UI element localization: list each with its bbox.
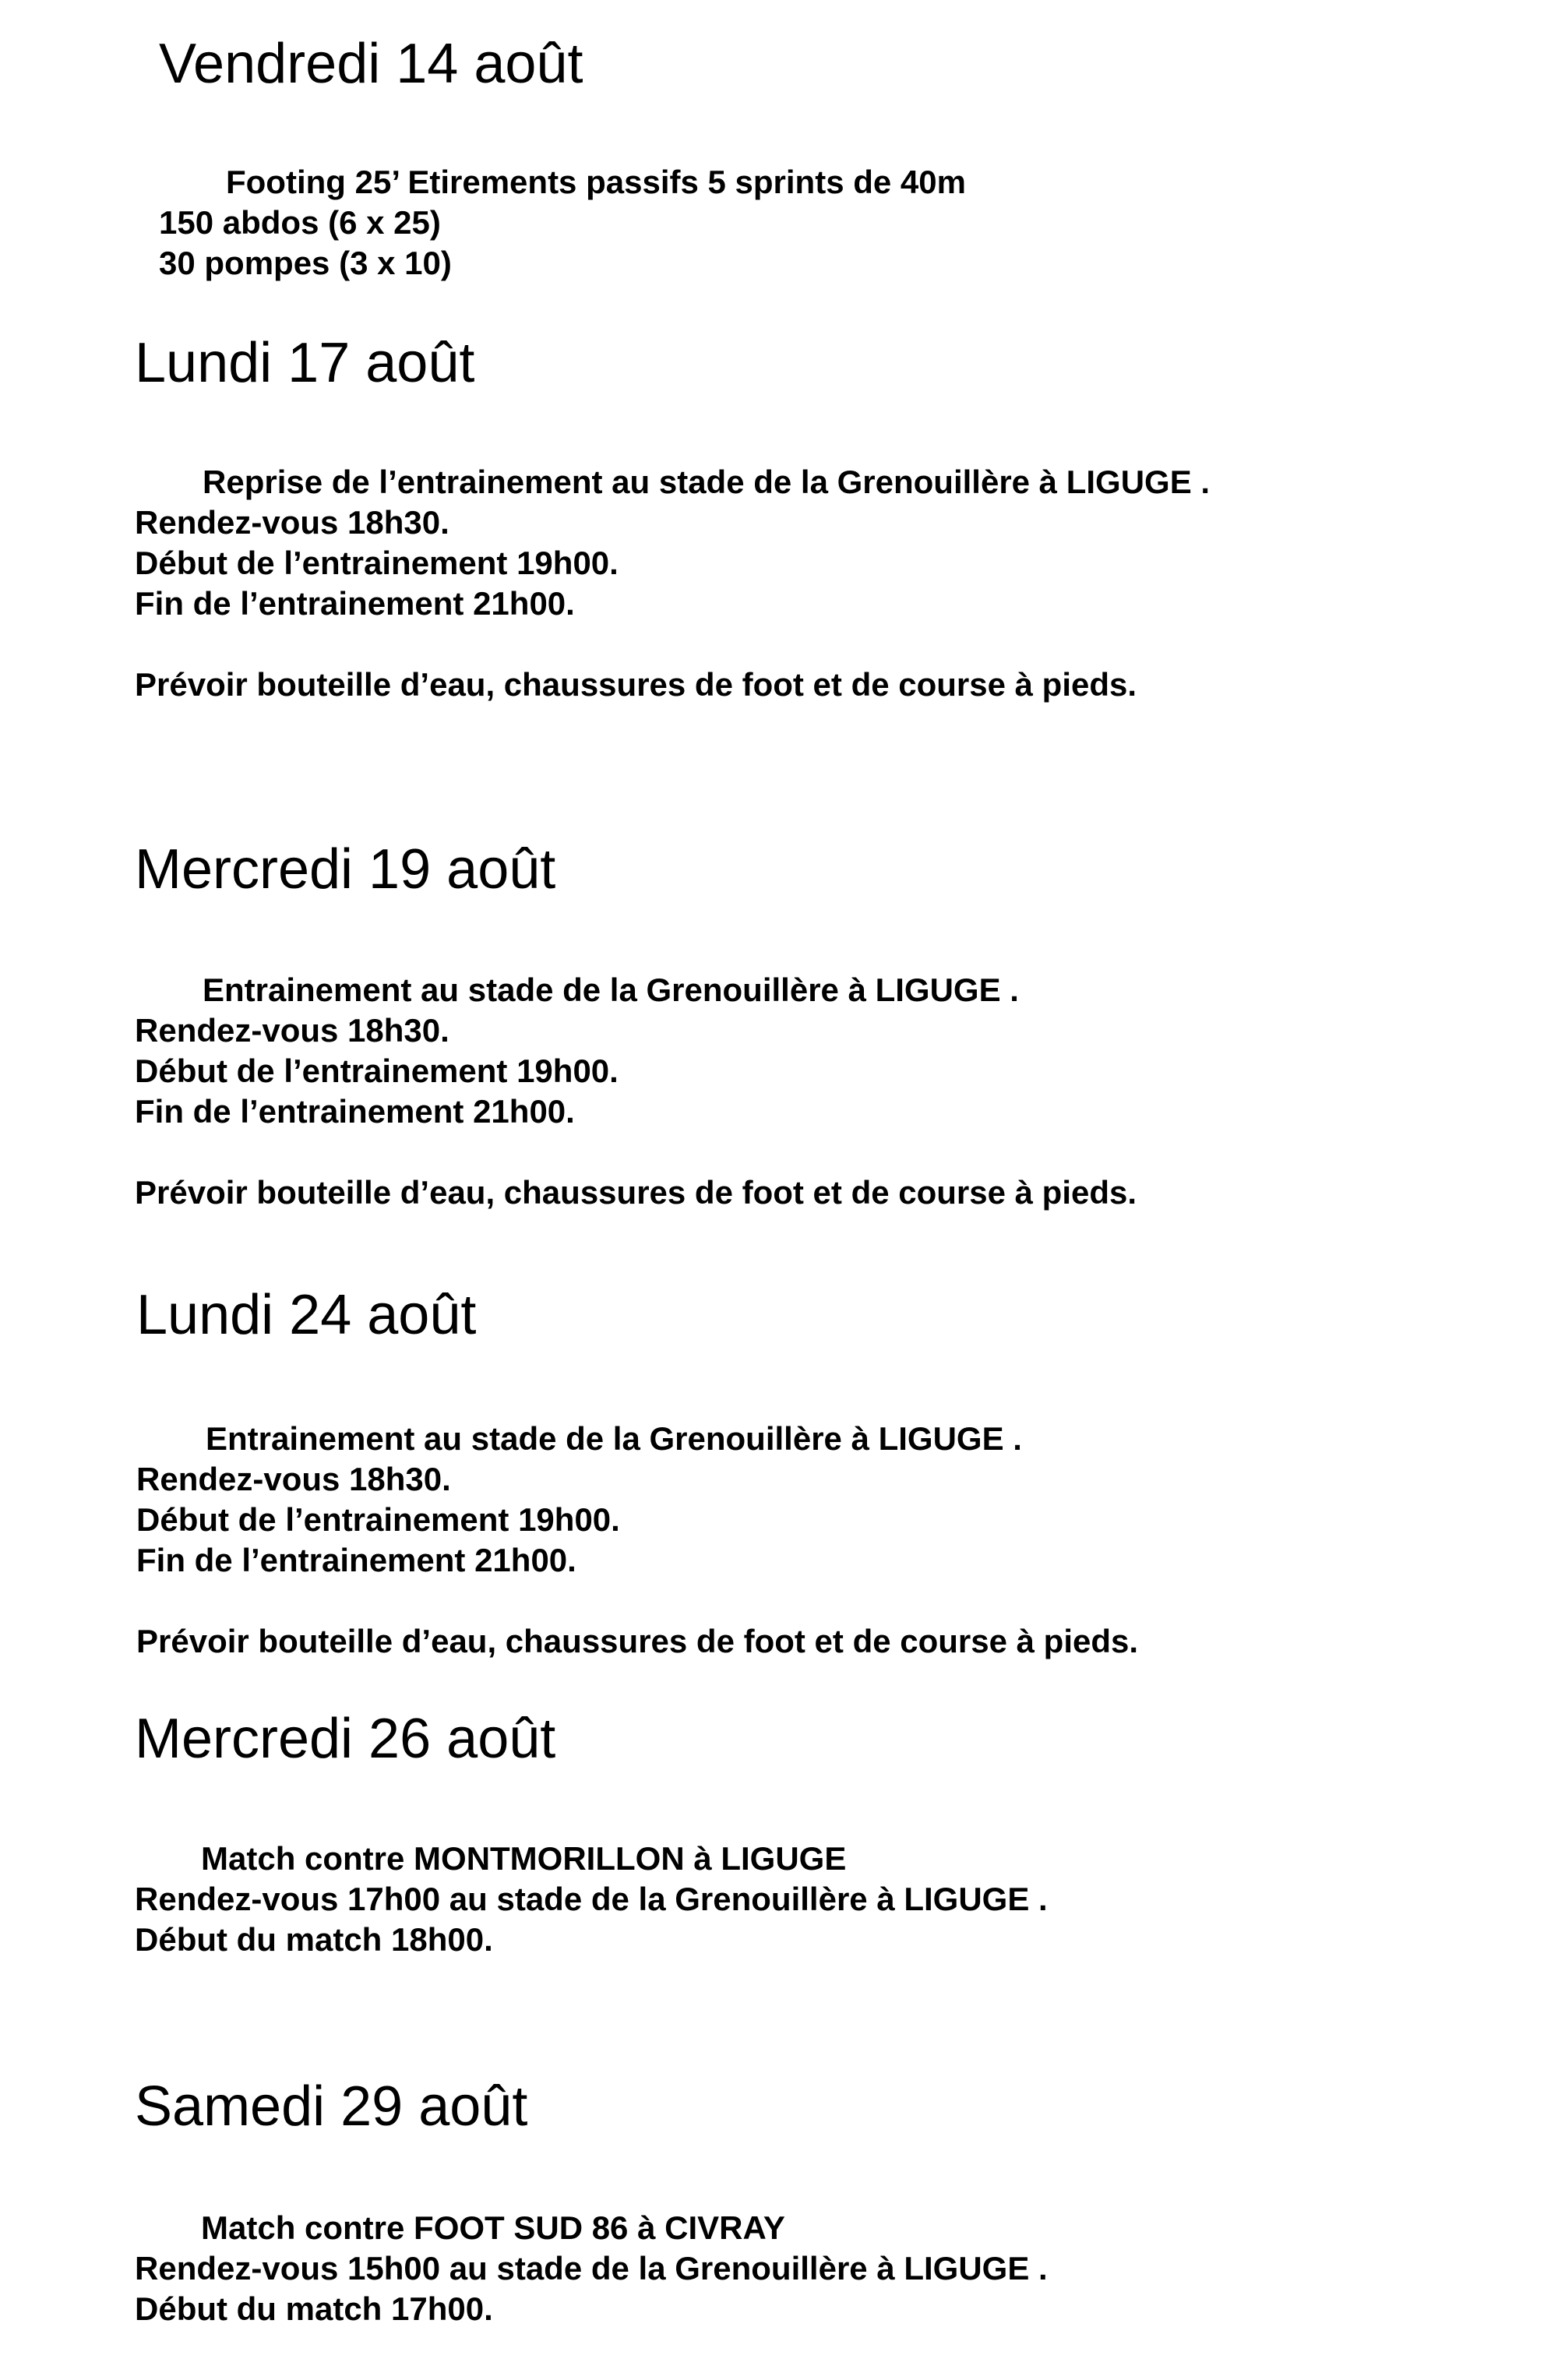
schedule-line: Prévoir bouteille d’eau, chaussures de foot et de course à pieds. [135,666,1137,703]
schedule-line: Fin de l’entrainement 21h00. [135,585,575,622]
schedule-line: Entrainement au stade de la Grenouillère à LIGUGE . [206,1420,1022,1457]
schedule-line: 30 pompes (3 x 10) [159,245,452,281]
schedule-line: Prévoir bouteille d’eau, chaussures de foot et de course à pieds. [136,1623,1139,1659]
schedule-line: Début de l’entrainement 19h00. [136,1501,620,1538]
section-heading-vendredi-14: Vendredi 14 août [159,33,583,95]
schedule-line: Début du match 17h00. [135,2290,493,2327]
schedule-line: Rendez-vous 15h00 au stade de la Grenouillère à LIGUGE . [135,2250,1048,2287]
section-heading-samedi-29: Samedi 29 août [135,2075,528,2138]
schedule-line: Début de l’entrainement 19h00. [135,1052,619,1089]
schedule-line: Début de l’entrainement 19h00. [135,545,619,581]
section-heading-mercredi-26: Mercredi 26 août [135,1708,556,1770]
schedule-line: Match contre MONTMORILLON à LIGUGE [201,1840,847,1877]
section-heading-mercredi-19: Mercredi 19 août [135,838,556,901]
schedule-line: Footing 25’ Etirements passifs 5 sprints de 40m [226,164,966,200]
schedule-line: Rendez-vous 17h00 au stade de la Grenouillère à LIGUGE . [135,1881,1048,1917]
section-heading-lundi-17: Lundi 17 août [135,332,475,394]
schedule-line: Rendez-vous 18h30. [136,1461,451,1497]
schedule-line: Début du match 18h00. [135,1921,493,1958]
schedule-line: Rendez-vous 18h30. [135,1012,449,1049]
section-heading-lundi-24: Lundi 24 août [136,1284,477,1346]
schedule-line: Match contre FOOT SUD 86 à CIVRAY [201,2209,785,2246]
schedule-line: Fin de l’entrainement 21h00. [135,1093,575,1130]
schedule-line: 150 abdos (6 x 25) [159,204,441,241]
schedule-line: Rendez-vous 18h30. [135,504,449,541]
schedule-line: Entrainement au stade de la Grenouillère à LIGUGE . [203,971,1019,1008]
schedule-line: Fin de l’entrainement 21h00. [136,1542,576,1578]
schedule-line: Reprise de l’entrainement au stade de la Grenouillère à LIGUGE . [203,464,1211,500]
schedule-line: Prévoir bouteille d’eau, chaussures de foot et de course à pieds. [135,1174,1137,1211]
